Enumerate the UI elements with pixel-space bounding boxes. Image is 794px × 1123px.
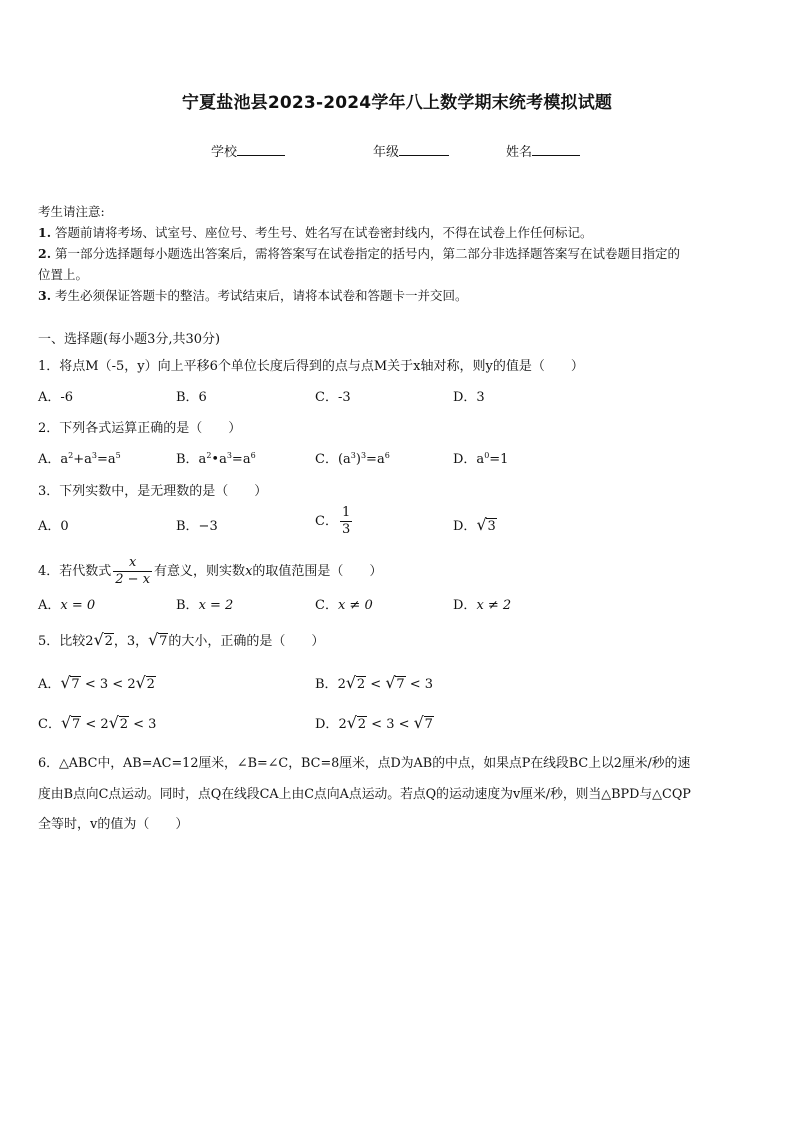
page-title: 宁夏盐池县2023-2024学年八上数学期末统考模拟试题 (181, 93, 613, 113)
q1-option-d[interactable]: D．3 (453, 390, 485, 405)
q1-option-a[interactable]: A．-6 (38, 390, 74, 405)
section-heading: 一、选择题(每小题3分,共30分) (38, 332, 221, 347)
question-6-line-3: 全等时，v的值为（ ） (38, 817, 189, 832)
name-field[interactable] (506, 141, 580, 160)
question-6-line-1: 6．△ABC中，AB=AC=12厘米，∠B=∠C，BC=8厘米，点D为AB的中点，如果点P在线段BC上以2厘米/秒的速 (38, 756, 691, 771)
notice-item-3: 3. 考生必须保证答题卡的整洁。考试结束后，请将本试卷和答题卡一并交回。 (38, 288, 468, 303)
q3-option-b[interactable]: B．−3 (176, 519, 218, 534)
question-1-stem: 1．将点M（-5，y）向上平移6个单位长度后得到的点与点M关于x轴对称，则y的值是（ ） (38, 359, 584, 374)
school-field[interactable] (211, 141, 285, 160)
name-label: 姓名 (506, 145, 533, 160)
q1-option-c[interactable]: C．-3 (315, 390, 351, 405)
sqrt-symbol: √ 3 (477, 518, 496, 534)
notice-item-2: 2. 第一部分选择题每小题选出答案后，需将答案写在试卷指定的括号内，第二部分非选择题答案写在试卷题目指定的 (38, 246, 681, 261)
question-6-line-2: 度由B点向C点运动。同时，点Q在线段CA上由C点向A点运动。若点Q的运动速度为v厘米/秒，则当△BPD与△CQP (38, 787, 691, 802)
grade-field[interactable] (373, 141, 449, 160)
q3-option-a[interactable]: A．0 (38, 519, 69, 534)
q3-option-d[interactable]: D．√ 3 (453, 515, 497, 534)
q4-option-a[interactable]: A．x = 0 (38, 598, 96, 613)
q4-option-b[interactable]: B．x = 2 (176, 598, 234, 613)
q2-option-b[interactable]: B．$a^2•a^3=a^6$ (176, 451, 256, 467)
q2-option-c[interactable]: C．$(a^3)^3=a^6$ (315, 451, 390, 467)
q1-option-b[interactable]: B．6 (176, 390, 207, 405)
fraction-one-third: $\frac{1}{3}$ (341, 505, 351, 537)
school-blank[interactable] (237, 142, 285, 156)
grade-label: 年级 (373, 145, 400, 160)
grade-blank[interactable] (399, 142, 449, 156)
question-5-stem: 5．比较2√ 2，3，√ 7的大小，正确的是（ ） (38, 630, 324, 649)
fraction-x-over-2-minus-x: $\frac{x}{2 - x}$ (115, 555, 151, 587)
question-3-stem: 3．下列实数中，是无理数的是（ ） (38, 484, 268, 499)
notice-item-1: 1. 答题前请将考场、试室号、座位号、考生号、姓名写在试卷密封线内，不得在试卷上作任何标记。 (38, 225, 593, 240)
q4-option-c[interactable]: C．x ≠ 0 (315, 598, 373, 613)
q5-option-b[interactable]: B．2√ 2 < √ 7 < 3 (315, 673, 433, 692)
q3-option-c[interactable]: C． $\frac{1}{3}$ (315, 505, 351, 537)
q4-option-d[interactable]: D．x ≠ 2 (453, 598, 512, 613)
q2-option-d[interactable]: D．$a^0=1$ (453, 451, 509, 467)
notice-heading: 考生请注意: (38, 204, 105, 219)
q5-option-a[interactable]: A．√ 7 < 3 < 2√ 2 (38, 673, 156, 692)
notice-item-2-cont: 位置上。 (38, 267, 89, 282)
q5-option-c[interactable]: C．√ 7 < 2√ 2 < 3 (38, 713, 156, 732)
name-blank[interactable] (532, 142, 580, 156)
question-2-stem: 2．下列各式运算正确的是（ ） (38, 421, 242, 436)
q5-option-d[interactable]: D．2√ 2 < 3 < √ 7 (315, 713, 434, 732)
q2-option-a[interactable]: A．$a^2+a^3=a^5$ (38, 451, 121, 467)
question-4-stem: 4．若代数式 $\frac{x}{2 - x}$ 有意义，则实数x的取值范围是（ ） (38, 555, 383, 587)
school-label: 学校 (211, 145, 238, 160)
